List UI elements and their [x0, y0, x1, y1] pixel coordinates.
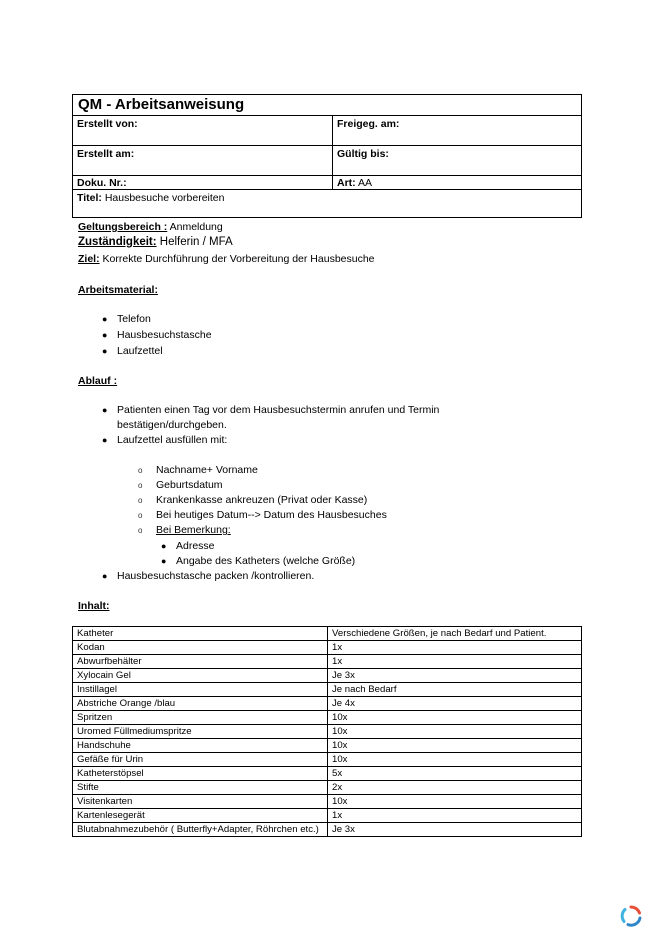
- inhalt-item-cell: Stifte: [73, 781, 328, 795]
- inhalt-row: [73, 795, 582, 809]
- inhalt-item-cell: Handschuhe: [73, 739, 328, 753]
- ablauf-item-2: Laufzettel ausfüllen mit:: [117, 434, 228, 446]
- zustaendigkeit-line: [78, 236, 233, 248]
- ziel-label: Ziel:: [78, 253, 100, 265]
- inhalt-amount-cell: 10x: [328, 711, 582, 725]
- inhalt-row: [73, 711, 582, 725]
- inhalt-row: [73, 739, 582, 753]
- inhalt-amount-cell: Verschiedene Größen, je nach Bedarf und Patient.: [328, 627, 582, 641]
- inhalt-amount-cell: Je 3x: [328, 823, 582, 837]
- ablauf-heading: Ablauf :: [78, 375, 118, 387]
- material-item: Hausbesuchstasche: [117, 329, 212, 341]
- bullet-icon: ●: [161, 541, 167, 551]
- circular-arrows-logo-icon: [619, 904, 643, 928]
- material-item: Telefon: [117, 313, 151, 325]
- inhalt-row: [73, 655, 582, 669]
- inhalt-heading: Inhalt:: [78, 600, 110, 612]
- inhalt-item-cell: Katheterstöpsel: [73, 767, 328, 781]
- inhalt-amount-cell: 1x: [328, 809, 582, 823]
- bullet-icon: ●: [102, 346, 108, 356]
- inhalt-item-cell: Kartenlesegerät: [73, 809, 328, 823]
- gueltig-bis-label: Gültig bis:: [333, 146, 582, 176]
- ablauf-sub-item-bemerkung: Bei Bemerkung:: [156, 524, 231, 536]
- circle-bullet-icon: o: [138, 511, 143, 520]
- inhalt-item-cell: Blutabnahmezubehör ( Butterfly+Adapter, Röhrchen etc.): [73, 823, 328, 837]
- circle-bullet-icon: o: [138, 466, 143, 475]
- inhalt-amount-cell: Je 3x: [328, 669, 582, 683]
- inhalt-amount-cell: 10x: [328, 795, 582, 809]
- inhalt-row: [73, 753, 582, 767]
- inhalt-item-cell: Spritzen: [73, 711, 328, 725]
- arbeitsmaterial-heading: Arbeitsmaterial:: [78, 284, 158, 296]
- inhalt-amount-cell: 5x: [328, 767, 582, 781]
- geltungsbereich-label: Geltungsbereich :: [78, 221, 168, 233]
- ablauf-item-3: Hausbesuchstasche packen /kontrollieren.: [117, 570, 315, 582]
- titel-label: Titel:: [77, 192, 102, 204]
- circle-bullet-icon: o: [138, 496, 143, 505]
- art-value: AA: [358, 177, 373, 189]
- titel-value: Hausbesuche vorbereiten: [104, 192, 225, 204]
- inhalt-table: [72, 626, 582, 837]
- circle-bullet-icon: o: [138, 481, 143, 490]
- inhalt-row: [73, 809, 582, 823]
- geltungsbereich-line: [78, 221, 223, 233]
- inhalt-item-cell: Gefäße für Urin: [73, 753, 328, 767]
- ablauf-sub-sub-item: Adresse: [176, 540, 215, 552]
- inhalt-amount-cell: 10x: [328, 739, 582, 753]
- titel-cell: [73, 190, 582, 218]
- freigeg-am-label: Freigeg. am:: [333, 116, 582, 146]
- inhalt-row: [73, 781, 582, 795]
- ablauf-sub-item: Geburtsdatum: [156, 479, 223, 491]
- doku-nr-label: Doku. Nr.:: [73, 176, 333, 190]
- inhalt-amount-cell: 1x: [328, 641, 582, 655]
- inhalt-row: [73, 627, 582, 641]
- inhalt-amount-cell: 1x: [328, 655, 582, 669]
- bullet-icon: ●: [102, 435, 108, 445]
- ablauf-sub-sub-item: Angabe des Katheters (welche Größe): [176, 555, 356, 567]
- inhalt-item-cell: Abstriche Orange /blau: [73, 697, 328, 711]
- art-cell: [333, 176, 582, 190]
- header-table: [72, 94, 582, 218]
- document-title: QM - Arbeitsanweisung: [73, 95, 582, 116]
- ablauf-sub-item: Bei heutiges Datum--> Datum des Hausbesuches: [156, 509, 387, 521]
- ziel-line: [78, 253, 375, 265]
- inhalt-item-cell: Abwurfbehälter: [73, 655, 328, 669]
- inhalt-item-cell: Xylocain Gel: [73, 669, 328, 683]
- inhalt-amount-cell: 2x: [328, 781, 582, 795]
- inhalt-row: [73, 823, 582, 837]
- inhalt-amount-cell: 10x: [328, 725, 582, 739]
- inhalt-row: [73, 767, 582, 781]
- inhalt-item-cell: Visitenkarten: [73, 795, 328, 809]
- inhalt-row: [73, 669, 582, 683]
- inhalt-item-cell: Katheter: [73, 627, 328, 641]
- erstellt-von-label: Erstellt von:: [73, 116, 333, 146]
- bullet-icon: ●: [102, 571, 108, 581]
- inhalt-row: [73, 641, 582, 655]
- inhalt-amount-cell: Je 4x: [328, 697, 582, 711]
- ablauf-sub-item: Nachname+ Vorname: [156, 464, 258, 476]
- ablauf-item-1-line-1: Patienten einen Tag vor dem Hausbesuchstermin anrufen und Termin: [117, 404, 440, 416]
- zustaendigkeit-value: Helferin / MFA: [159, 236, 233, 248]
- inhalt-item-cell: Uromed Füllmediumspritze: [73, 725, 328, 739]
- zustaendigkeit-label: Zuständigkeit:: [78, 236, 157, 248]
- inhalt-row: [73, 683, 582, 697]
- inhalt-amount-cell: Je nach Bedarf: [328, 683, 582, 697]
- inhalt-amount-cell: 10x: [328, 753, 582, 767]
- ziel-value: Korrekte Durchführung der Vorbereitung der Hausbesuche: [102, 253, 375, 265]
- inhalt-row: [73, 697, 582, 711]
- bullet-icon: ●: [102, 330, 108, 340]
- bullet-icon: ●: [102, 405, 108, 415]
- erstellt-am-label: Erstellt am:: [73, 146, 333, 176]
- ablauf-sub-item: Krankenkasse ankreuzen (Privat oder Kasse): [156, 494, 368, 506]
- circle-bullet-icon: o: [138, 526, 143, 535]
- material-item: Laufzettel: [117, 345, 163, 357]
- bullet-icon: ●: [102, 314, 108, 324]
- inhalt-item-cell: Kodan: [73, 641, 328, 655]
- ablauf-item-1-line-2: bestätigen/durchgeben.: [117, 419, 227, 431]
- geltungsbereich-value: Anmeldung: [169, 221, 223, 233]
- bullet-icon: ●: [161, 556, 167, 566]
- inhalt-row: [73, 725, 582, 739]
- art-label: Art:: [337, 177, 356, 189]
- inhalt-item-cell: Instillagel: [73, 683, 328, 697]
